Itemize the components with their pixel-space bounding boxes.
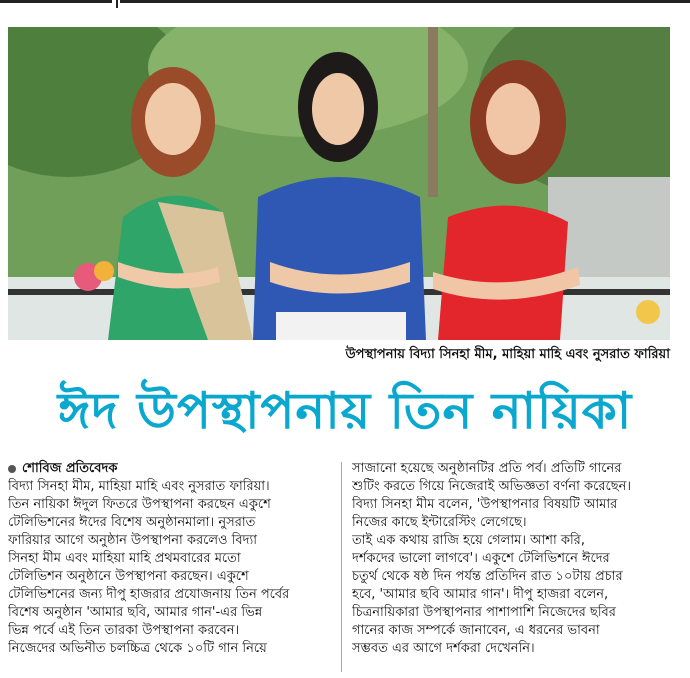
body-line: তিন নায়িকা ঈদুল ফিতরে উপস্থাপনা করছেন একুশে	[8, 497, 271, 512]
body-line: শুটিং করতে গিয়ে নিজেরাই অভিজ্ঞতা বর্ণনা করেছেন।	[352, 479, 631, 494]
article-column-left	[8, 460, 330, 658]
body-line: টেলিভিশনের জন্য দীপু হাজরার প্রযোজনায় তিন পর্বের	[8, 587, 290, 602]
rule-segment-left	[0, 0, 112, 3]
top-rule	[0, 0, 690, 8]
article-photo	[8, 27, 670, 340]
bullet-icon	[8, 465, 16, 473]
body-line: ভিন্ন পর্বে এই তিন তারকা উপস্থাপনা করবেন।	[8, 623, 240, 638]
byline	[8, 460, 330, 478]
body-line: নিজের কাছে ইন্টারেস্টিং লেগেছে।	[352, 515, 527, 530]
body-line: বিদ্যা সিনহা মীম, মাহিয়া মাহি এবং নুসরাত ফারিয়া।	[8, 479, 270, 494]
byline-text: শোবিজ প্রতিবেদক	[22, 461, 118, 476]
article-headline: ঈদ উপস্থাপনায় তিন নায়িকা	[57, 382, 633, 440]
article-column-right	[352, 460, 678, 658]
body-line: সম্ভবত এর আগে দর্শকরা দেখেননি।	[352, 641, 535, 656]
body-line: বিদ্যা সিনহা মীম বলেন, 'উপস্থাপনার বিষয়টি আমার	[352, 497, 618, 512]
body-line: চিত্রনায়িকারা উপস্থাপনার পাশাপাশি নিজেদের ছবির	[352, 605, 616, 620]
body-line: গানের কাজ সম্পর্কে জানাবেন, এ ধরনের ভাবনা	[352, 623, 600, 638]
photo-illustration	[8, 27, 670, 340]
body-line: বিশেষ অনুষ্ঠান 'আমার ছবি, আমার গান'-এর ভিন্ন	[8, 605, 263, 620]
body-line: টেলিভিশন অনুষ্ঠানে উপস্থাপনা করছেন। একুশে	[8, 569, 249, 584]
body-line: সিনহা মীম এবং মাহিয়া মাহি প্রথমবারের মতো	[8, 551, 241, 566]
body-line: সাজানো হয়েছে অনুষ্ঠানটির প্রতি পর্ব। প্রতিটি গানের	[352, 461, 622, 476]
body-line: চতুর্থ থেকে ষষ্ঠ দিন পর্যন্ত প্রতিদিন রাত ১০টায় প্রচার	[352, 569, 623, 584]
body-line: টেলিভিশনের ঈদের বিশেষ অনুষ্ঠানমালা। নুসরাত	[8, 515, 256, 530]
body-line: ফারিয়ার আগে অনুষ্ঠান উপস্থাপনা করলেও বিদ্যা	[8, 533, 258, 548]
body-line: হবে, 'আমার ছবি আমার গান'। দীপু হাজরা বলেন,	[352, 587, 609, 602]
body-line: দর্শকদের ভালো লাগবে'। একুশে টেলিভিশনে ঈদের	[352, 551, 610, 566]
body-line: নিজেদের অভিনীত চলচ্চিত্র থেকে ১০টি গান নিয়ে	[8, 641, 267, 656]
column-divider	[341, 462, 342, 672]
rule-segment-right	[120, 0, 690, 3]
body-line: তাই এক কথায় রাজি হয়ে গেলাম। আশা করি,	[352, 533, 585, 548]
rule-tick	[116, 0, 118, 8]
photo-caption: উপস্থাপনায় বিদ্যা সিনহা মীম, মাহিয়া মাহি এবং নুসরাত ফারিয়া	[345, 347, 670, 362]
